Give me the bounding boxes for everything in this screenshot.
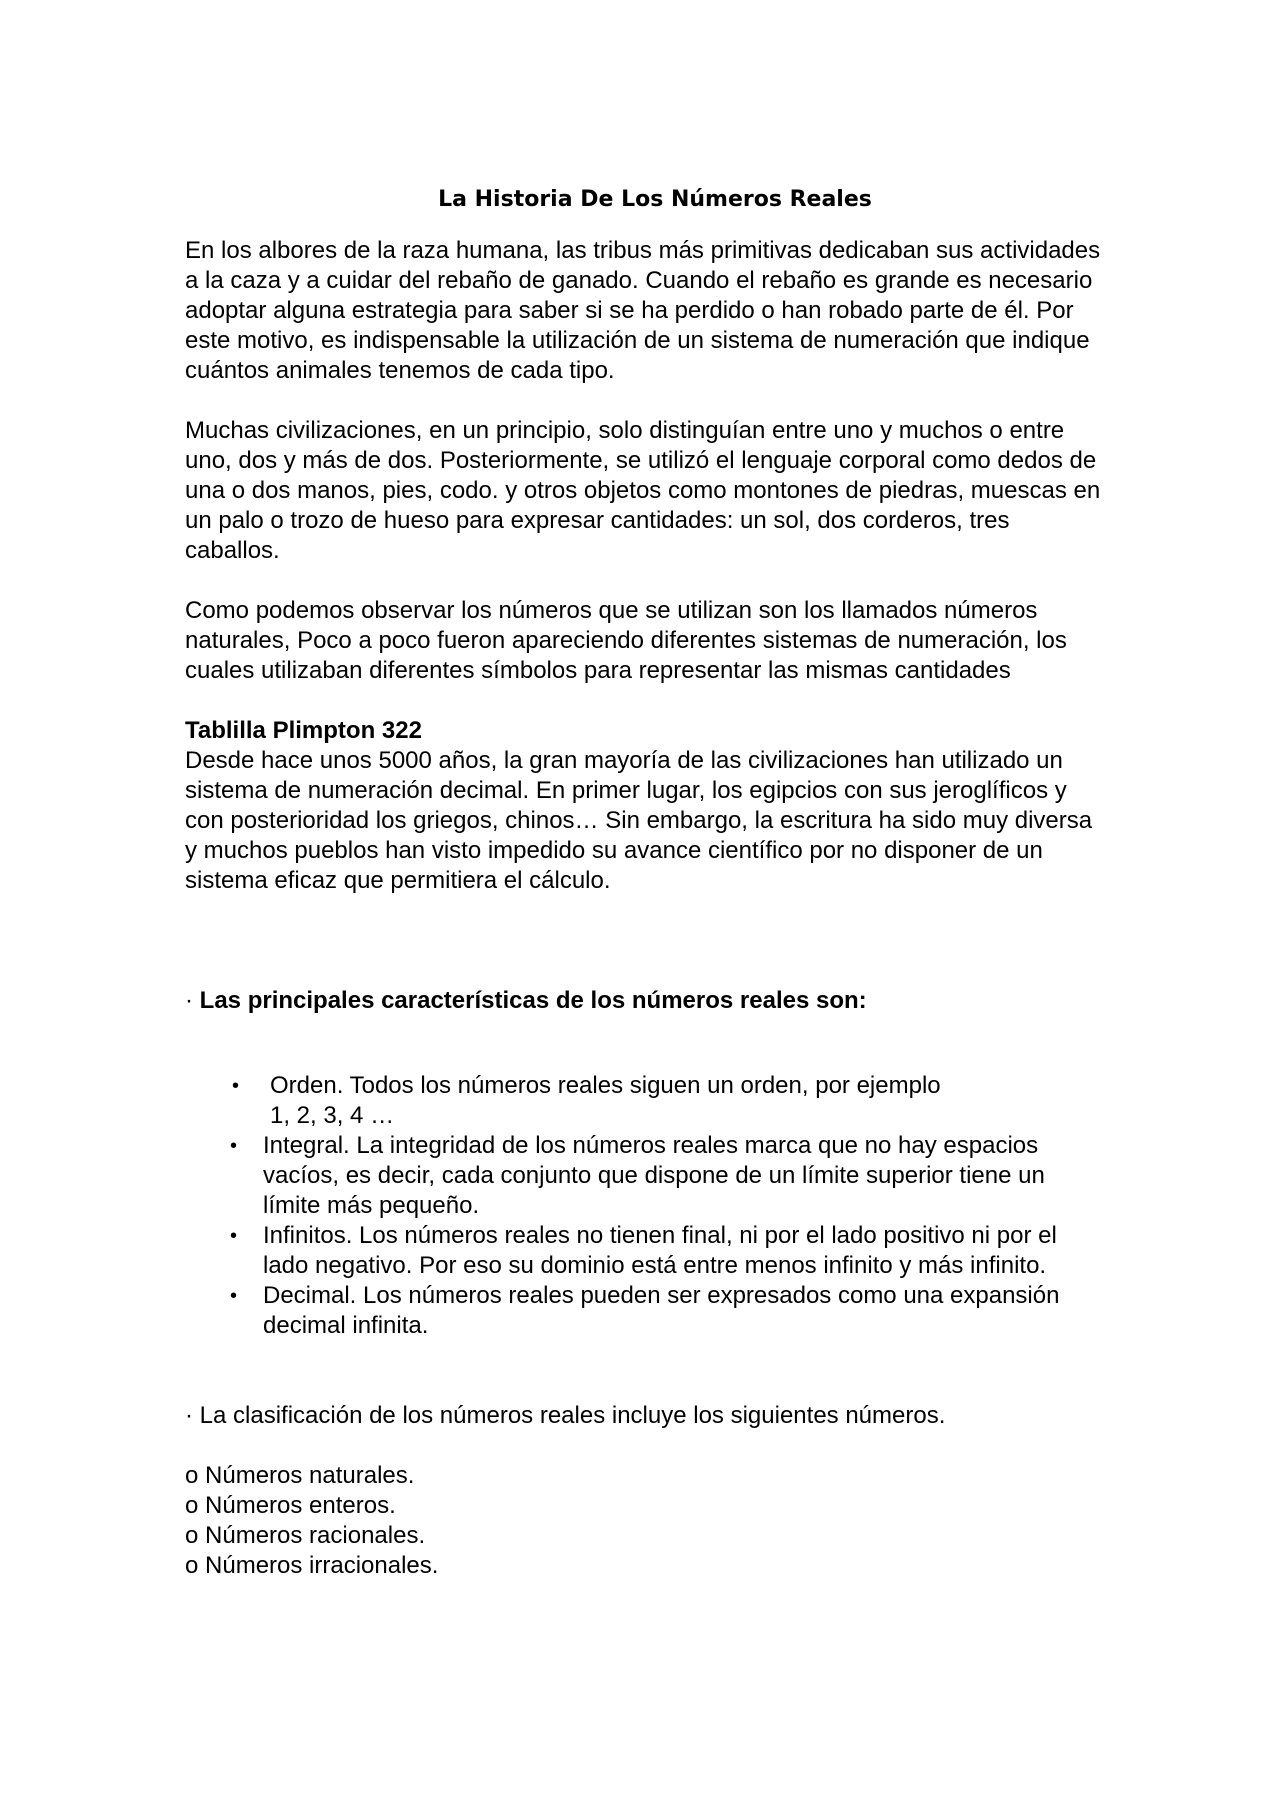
list-item [185,1071,1105,1131]
list-item [185,1281,1105,1341]
classification-item: o Números irracionales. [185,1552,439,1579]
classification-intro: · La clasificación de los números reales incluye los siguientes números. [185,1402,946,1429]
characteristics-heading-text: Las principales características de los números reales son: [199,987,867,1014]
tablilla-paragraph: Desde hace unos 5000 años, la gran mayoría de las civilizaciones han utilizado un sistema de numeración decimal. En primer lugar, los egipcios con sus jeroglíficos y con posterioridad los griegos, chinos… Sin embargo, la escritura ha sido muy diversa y muchos pueblos han visto impedido su avance científico por no disponer de un sistema eficaz que permitiera el cálculo. [185,747,1093,894]
paragraph-intro: En los albores de la raza humana, las tribus más primitivas dedicaban sus actividades a la caza y a cuidar del rebaño de ganado. Cuando el rebaño es grande es necesario adoptar alguna estrategia para saber si se ha perdido o han robado parte de él. Por este motivo, es indispensable la utilización de un sistema de numeración que indique cuántos animales tenemos de cada tipo. [185,237,1101,384]
tablilla-heading: Tablilla Plimpton 322 [185,717,422,744]
list-item-text: Orden. Todos los números reales siguen un orden, por ejemplo [270,1072,941,1099]
list-item-example: 1, 2, 3, 4 … [270,1102,395,1129]
document-title: La Historia De Los Números Reales [438,187,872,212]
list-item-text: Infinitos. Los números reales no tienen final, ni por el lado positivo ni por el lado negativo. Por eso su dominio está entre menos infinito y más infinito. [263,1222,1057,1279]
classification-item: o Números enteros. [185,1492,396,1519]
document-body [185,182,1105,1581]
list-item-text: Decimal. Los números reales pueden ser expresados como una expansión decimal infinita. [263,1282,1060,1339]
characteristics-heading [185,986,1105,1016]
classification-list [185,1461,1105,1581]
characteristics-prefix: · [185,987,200,1014]
paragraph-civilizations: Muchas civilizaciones, en un principio, solo distinguían entre uno y muchos o entre uno, dos y más de dos. Posteriormente, se utilizó el lenguaje corporal como dedos de una o dos manos, pies, codo. y otros objetos como montones de piedras, muescas en un palo o trozo de hueso para expresar cantidades: un sol, dos corderos, tres caballos. [185,417,1101,564]
classification-item: o Números naturales. [185,1462,415,1489]
list-item [185,1221,1105,1281]
list-item-text: Integral. La integridad de los números reales marca que no hay espacios vacíos, es decir, cada conjunto que dispone de un límite superior tiene un límite más pequeño. [263,1132,1045,1219]
bullet-icon: • [230,1285,238,1307]
bullet-icon: • [230,1135,238,1157]
characteristics-list [185,1071,1105,1341]
bullet-icon: • [230,1225,238,1247]
bullet-icon: • [232,1075,240,1097]
classification-item: o Números racionales. [185,1522,426,1549]
paragraph-natural-numbers: Como podemos observar los números que se utilizan son los llamados números naturales, Poco a poco fueron apareciendo diferentes sistemas de numeración, los cuales utilizaban diferentes símbolos para representar las mismas cantidades [185,597,1067,684]
list-item [185,1131,1105,1221]
